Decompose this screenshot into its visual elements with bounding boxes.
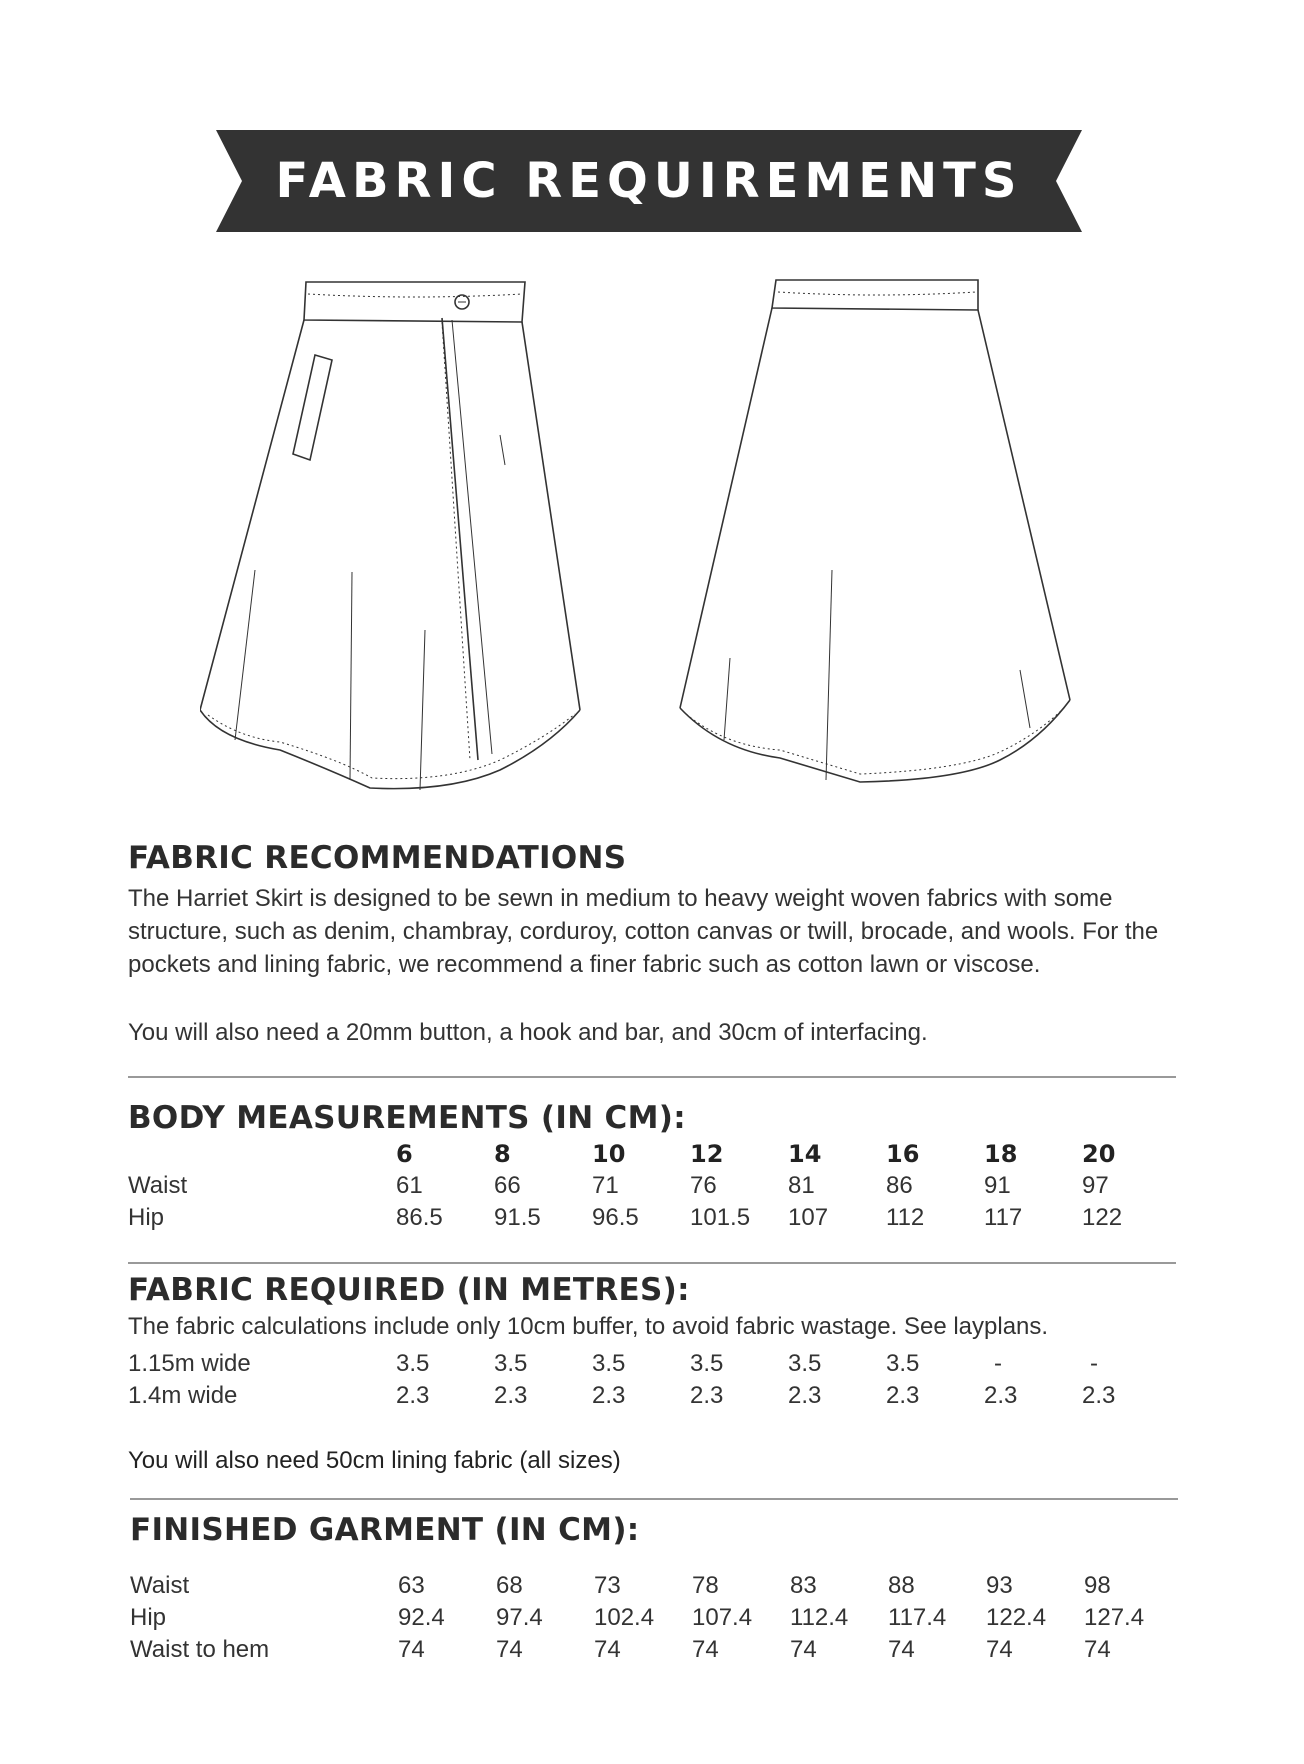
table-cell: 68 <box>496 1572 523 1599</box>
finished-hip-row <box>128 1604 1228 1638</box>
size-label: 18 <box>984 1140 1018 1168</box>
recommendation-line: pockets and lining fabric, we recommend a finer fabric such as cotton lawn or viscose. <box>128 951 1041 978</box>
table-cell: 101.5 <box>690 1204 751 1231</box>
table-cell: 86.5 <box>396 1204 443 1231</box>
body-hip-row <box>128 1204 1228 1238</box>
table-cell: 73 <box>594 1572 621 1599</box>
divider <box>130 1498 1178 1500</box>
table-cell: 3.5 <box>396 1350 430 1377</box>
row-label: Hip <box>130 1604 167 1631</box>
divider <box>128 1076 1176 1078</box>
table-cell: 112.4 <box>790 1604 849 1631</box>
fabric-required-note: The fabric calculations include only 10cm buffer, to avoid fabric wastage. See layplans. <box>128 1313 1049 1340</box>
table-cell: 78 <box>692 1572 719 1599</box>
row-label: 1.15m wide <box>128 1350 251 1377</box>
table-cell: 3.5 <box>886 1350 920 1377</box>
fabric-recommendations-text <box>128 882 1188 981</box>
notions-text: You will also need a 20mm button, a hook and bar, and 30cm of interfacing. <box>128 1019 928 1046</box>
table-cell: 3.5 <box>788 1350 822 1377</box>
table-cell: 2.3 <box>494 1382 528 1409</box>
table-cell: 3.5 <box>494 1350 528 1377</box>
table-cell: 2.3 <box>592 1382 626 1409</box>
table-cell: 3.5 <box>690 1350 724 1377</box>
table-cell: 2.3 <box>1082 1382 1116 1409</box>
size-label: 14 <box>788 1140 822 1168</box>
table-cell: 63 <box>398 1572 425 1599</box>
table-cell: 91.5 <box>494 1204 541 1231</box>
finished-waist-to-hem-row <box>128 1636 1228 1670</box>
table-cell: 74 <box>496 1636 523 1663</box>
skirt-front-drawing <box>200 282 580 790</box>
table-cell: 91 <box>984 1172 1011 1199</box>
table-cell: 2.3 <box>886 1382 920 1409</box>
recommendation-line: structure, such as denim, chambray, corduroy, cotton canvas or twill, brocade, and wools. For the <box>128 918 1159 945</box>
table-cell: 74 <box>1084 1636 1111 1663</box>
table-cell: 88 <box>888 1572 915 1599</box>
row-label: Hip <box>128 1204 165 1231</box>
page-title: FABRIC REQUIREMENTS <box>275 153 1023 209</box>
body-measurements-heading: BODY MEASUREMENTS (IN CM): <box>128 1100 686 1136</box>
fabric-recommendations-heading: FABRIC RECOMMENDATIONS <box>128 840 627 876</box>
table-cell: 107 <box>788 1204 829 1231</box>
title-banner <box>216 130 1082 232</box>
table-cell: 2.3 <box>984 1382 1018 1409</box>
table-cell: 122 <box>1082 1204 1123 1231</box>
size-label: 16 <box>886 1140 920 1168</box>
table-cell: 112 <box>886 1204 925 1231</box>
lining-note: You will also need 50cm lining fabric (all sizes) <box>128 1447 621 1474</box>
table-cell: 74 <box>790 1636 817 1663</box>
table-cell: 83 <box>790 1572 817 1599</box>
table-cell: 122.4 <box>986 1604 1047 1631</box>
recommendation-line: The Harriet Skirt is designed to be sewn in medium to heavy weight woven fabrics with some <box>128 885 1113 912</box>
size-label: 20 <box>1082 1140 1116 1168</box>
row-label: Waist <box>130 1572 190 1599</box>
table-cell: 117.4 <box>888 1604 947 1631</box>
table-cell: 98 <box>1084 1572 1111 1599</box>
table-cell: 71 <box>592 1172 619 1199</box>
finished-waist-row <box>128 1572 1228 1606</box>
table-cell: 2.3 <box>788 1382 822 1409</box>
skirt-back-drawing <box>680 280 1070 782</box>
table-cell: 66 <box>494 1172 521 1199</box>
size-label: 8 <box>494 1140 511 1168</box>
size-label: 6 <box>396 1140 413 1168</box>
table-cell: - <box>994 1350 1002 1377</box>
table-cell: 86 <box>886 1172 913 1199</box>
table-cell: 117 <box>984 1204 1023 1231</box>
table-cell: 96.5 <box>592 1204 639 1231</box>
size-header-row <box>128 1140 1228 1174</box>
table-cell: 74 <box>594 1636 621 1663</box>
table-cell: 74 <box>986 1636 1013 1663</box>
row-label: Waist <box>128 1172 188 1199</box>
table-cell: 97.4 <box>496 1604 543 1631</box>
table-cell: 127.4 <box>1084 1604 1145 1631</box>
table-cell: 74 <box>888 1636 915 1663</box>
table-cell: 2.3 <box>690 1382 724 1409</box>
row-label: 1.4m wide <box>128 1382 238 1409</box>
row-label: Waist to hem <box>130 1636 270 1663</box>
body-waist-row <box>128 1172 1228 1206</box>
skirt-illustrations <box>200 270 1100 810</box>
table-cell: 93 <box>986 1572 1013 1599</box>
fabric-115-row <box>128 1350 1228 1384</box>
fabric-14-row <box>128 1382 1228 1416</box>
table-cell: 97 <box>1082 1172 1109 1199</box>
table-cell: 102.4 <box>594 1604 655 1631</box>
divider <box>128 1262 1176 1264</box>
table-cell: 74 <box>692 1636 719 1663</box>
table-cell: - <box>1090 1350 1098 1377</box>
table-cell: 76 <box>690 1172 717 1199</box>
table-cell: 81 <box>788 1172 815 1199</box>
table-cell: 2.3 <box>396 1382 430 1409</box>
finished-garment-heading: FINISHED GARMENT (IN CM): <box>130 1512 640 1548</box>
table-cell: 74 <box>398 1636 425 1663</box>
table-cell: 92.4 <box>398 1604 445 1631</box>
size-label: 10 <box>592 1140 626 1168</box>
table-cell: 107.4 <box>692 1604 753 1631</box>
table-cell: 3.5 <box>592 1350 626 1377</box>
fabric-required-heading: FABRIC REQUIRED (IN METRES): <box>128 1272 690 1308</box>
table-cell: 61 <box>396 1172 423 1199</box>
size-label: 12 <box>690 1140 724 1168</box>
